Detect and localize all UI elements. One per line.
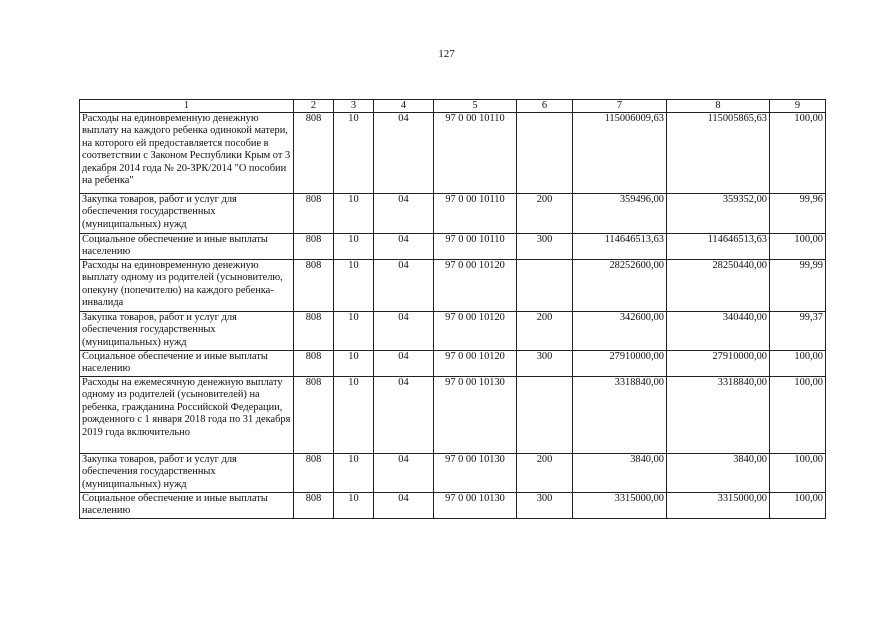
expense-name: Социальное обеспечение и иные выплаты населению	[80, 351, 294, 377]
header-row	[80, 100, 826, 113]
planned-amount: 114646513,63	[573, 234, 667, 260]
ministry-code: 808	[294, 493, 334, 519]
expense-type-code: 300	[517, 493, 573, 519]
execution-percent: 99,99	[770, 260, 826, 312]
executed-amount: 28250440,00	[667, 260, 770, 312]
expense-name: Расходы на единовременную денежную выплату на каждого ребенка одинокой матери, на которого ей предоставляется пособие в соответствии с Законом Республики Крым от 3 декабря 2014 года № 20-ЗРК/2014 "О пособии на ребенка"	[80, 113, 294, 194]
expense-type-code: 200	[517, 194, 573, 234]
target-article-code: 97 0 00 10130	[434, 493, 517, 519]
section-code: 10	[334, 113, 374, 194]
ministry-code: 808	[294, 454, 334, 493]
header-cell-6: 6	[517, 100, 573, 113]
table-row	[80, 493, 826, 519]
execution-percent: 100,00	[770, 234, 826, 260]
header-cell-3: 3	[334, 100, 374, 113]
table-row	[80, 454, 826, 493]
executed-amount: 3840,00	[667, 454, 770, 493]
target-article-code: 97 0 00 10110	[434, 113, 517, 194]
target-article-code: 97 0 00 10120	[434, 351, 517, 377]
table-row	[80, 312, 826, 351]
table-row	[80, 260, 826, 312]
expense-type-code	[517, 260, 573, 312]
planned-amount: 3840,00	[573, 454, 667, 493]
header-cell-9: 9	[770, 100, 826, 113]
planned-amount: 359496,00	[573, 194, 667, 234]
section-code: 10	[334, 194, 374, 234]
planned-amount: 3318840,00	[573, 377, 667, 454]
expense-type-code	[517, 113, 573, 194]
header-cell-5: 5	[434, 100, 517, 113]
planned-amount: 28252600,00	[573, 260, 667, 312]
execution-percent: 99,37	[770, 312, 826, 351]
executed-amount: 27910000,00	[667, 351, 770, 377]
section-code: 10	[334, 351, 374, 377]
expense-type-code: 300	[517, 234, 573, 260]
executed-amount: 3318840,00	[667, 377, 770, 454]
expense-name: Закупка товаров, работ и услуг для обеспечения государственных (муниципальных) нужд	[80, 454, 294, 493]
execution-percent: 100,00	[770, 454, 826, 493]
subsection-code: 04	[374, 113, 434, 194]
expense-type-code: 300	[517, 351, 573, 377]
section-code: 10	[334, 377, 374, 454]
table-header	[80, 100, 826, 113]
planned-amount: 342600,00	[573, 312, 667, 351]
budget-table	[79, 99, 826, 519]
ministry-code: 808	[294, 234, 334, 260]
expense-type-code: 200	[517, 454, 573, 493]
expense-name: Закупка товаров, работ и услуг для обеспечения государственных (муниципальных) нужд	[80, 194, 294, 234]
ministry-code: 808	[294, 351, 334, 377]
page-number: 127	[438, 48, 455, 60]
executed-amount: 114646513,63	[667, 234, 770, 260]
expense-name: Закупка товаров, работ и услуг для обеспечения государственных (муниципальных) нужд	[80, 312, 294, 351]
target-article-code: 97 0 00 10120	[434, 312, 517, 351]
subsection-code: 04	[374, 454, 434, 493]
subsection-code: 04	[374, 377, 434, 454]
target-article-code: 97 0 00 10130	[434, 454, 517, 493]
table-row	[80, 194, 826, 234]
section-code: 10	[334, 234, 374, 260]
executed-amount: 115005865,63	[667, 113, 770, 194]
executed-amount: 359352,00	[667, 194, 770, 234]
target-article-code: 97 0 00 10130	[434, 377, 517, 454]
target-article-code: 97 0 00 10110	[434, 194, 517, 234]
expense-type-code: 200	[517, 312, 573, 351]
header-cell-8: 8	[667, 100, 770, 113]
header-cell-4: 4	[374, 100, 434, 113]
subsection-code: 04	[374, 260, 434, 312]
planned-amount: 3315000,00	[573, 493, 667, 519]
table-row	[80, 234, 826, 260]
subsection-code: 04	[374, 234, 434, 260]
table-row	[80, 113, 826, 194]
section-code: 10	[334, 454, 374, 493]
ministry-code: 808	[294, 377, 334, 454]
section-code: 10	[334, 260, 374, 312]
table-body	[80, 113, 826, 519]
section-code: 10	[334, 493, 374, 519]
section-code: 10	[334, 312, 374, 351]
ministry-code: 808	[294, 113, 334, 194]
subsection-code: 04	[374, 312, 434, 351]
expense-name: Социальное обеспечение и иные выплаты населению	[80, 493, 294, 519]
target-article-code: 97 0 00 10110	[434, 234, 517, 260]
header-cell-2: 2	[294, 100, 334, 113]
ministry-code: 808	[294, 312, 334, 351]
planned-amount: 27910000,00	[573, 351, 667, 377]
ministry-code: 808	[294, 194, 334, 234]
planned-amount: 115006009,63	[573, 113, 667, 194]
subsection-code: 04	[374, 194, 434, 234]
execution-percent: 100,00	[770, 493, 826, 519]
subsection-code: 04	[374, 493, 434, 519]
expense-type-code	[517, 377, 573, 454]
executed-amount: 340440,00	[667, 312, 770, 351]
header-cell-1: 1	[80, 100, 294, 113]
table-row	[80, 351, 826, 377]
execution-percent: 100,00	[770, 377, 826, 454]
execution-percent: 100,00	[770, 113, 826, 194]
table-row	[80, 377, 826, 454]
expense-name: Социальное обеспечение и иные выплаты населению	[80, 234, 294, 260]
executed-amount: 3315000,00	[667, 493, 770, 519]
ministry-code: 808	[294, 260, 334, 312]
expense-name: Расходы на единовременную денежную выплату одному из родителей (усыновителю, опекуну (попечителю) на каждого ребенка-инвалида	[80, 260, 294, 312]
subsection-code: 04	[374, 351, 434, 377]
header-cell-7: 7	[573, 100, 667, 113]
expense-name: Расходы на ежемесячную денежную выплату одному из родителей (усыновителей) на ребенка, гражданина Российской Федерации, рожденного с 1 января 2018 года по 31 декабря 2019 года включительно	[80, 377, 294, 454]
execution-percent: 99,96	[770, 194, 826, 234]
target-article-code: 97 0 00 10120	[434, 260, 517, 312]
execution-percent: 100,00	[770, 351, 826, 377]
